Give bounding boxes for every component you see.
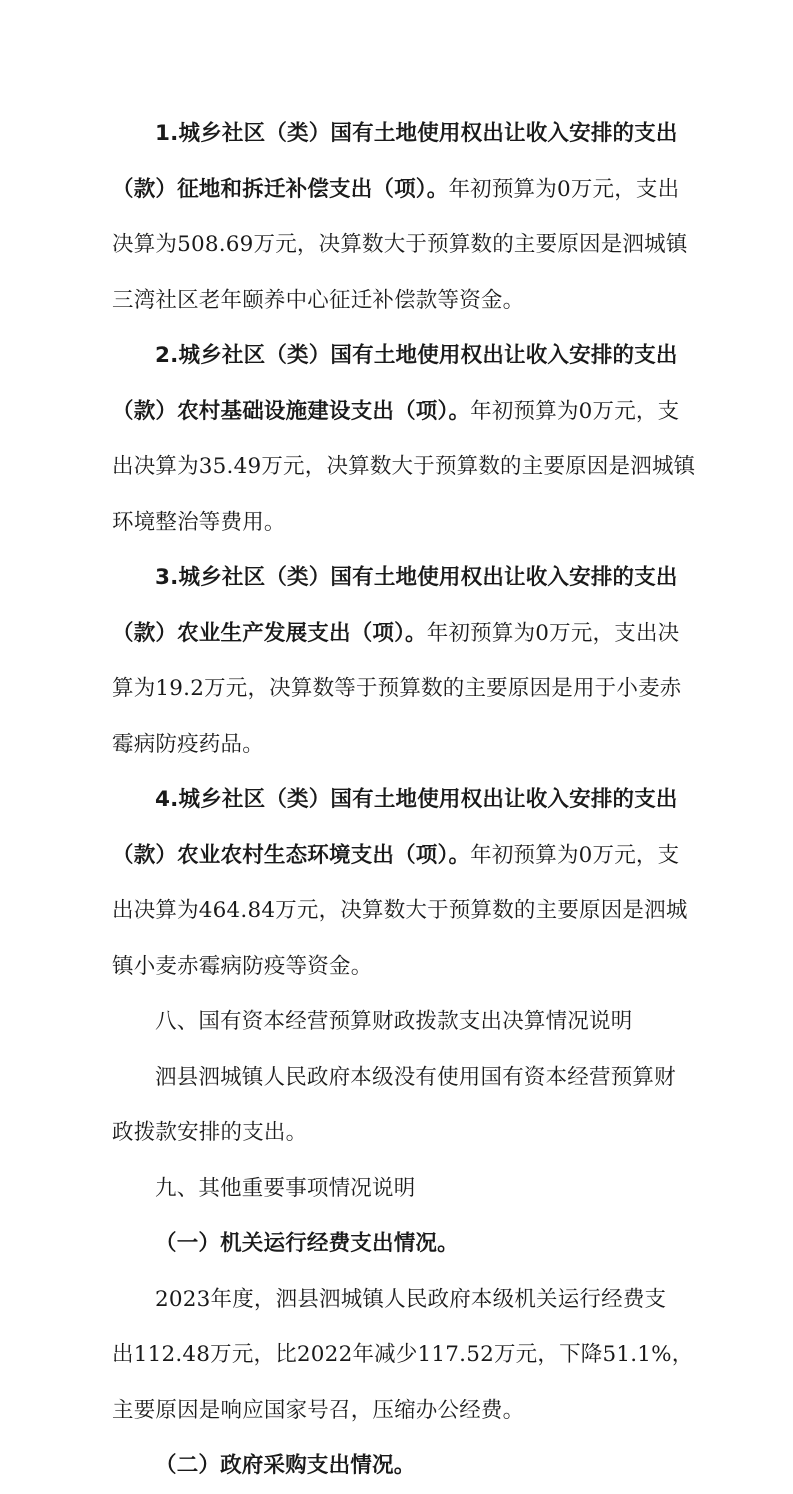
- item-3-text: 年初预算为0万元，支出决: [426, 620, 680, 646]
- section-9-para-line-2: 出112.48万元，比2022年减少117.52万元，下降51.1%，: [112, 1342, 694, 1367]
- section-9-subheading-2: （二）政府采购支出情况。: [155, 1453, 416, 1478]
- item-1-text: 年初预算为0万元，支出: [448, 176, 680, 202]
- item-1-line-2: [112, 162, 690, 218]
- item-2-line-2: [112, 384, 690, 440]
- section-9-para-line-1: 2023年度，泗县泗城镇人民政府本级机关运行经费支: [155, 1286, 667, 1312]
- item-4-line-2: [112, 828, 690, 884]
- item-3-subtitle: （款）农业生产发展支出（项）。: [112, 620, 427, 646]
- section-9-subheading-1: （一）机关运行经费支出情况。: [155, 1231, 459, 1256]
- item-1-subtitle: （款）征地和拆迁补偿支出（项）。: [112, 176, 449, 202]
- section-9-para-line-3: 主要原因是响应国家号召，压缩办公经费。: [112, 1397, 525, 1423]
- item-2-line-4: 环境整治等费用。: [112, 509, 286, 535]
- item-4-text: 年初预算为0万元，支: [470, 842, 680, 868]
- item-3-line-3: 算为19.2万元，决算数等于预算数的主要原因是用于小麦赤: [112, 676, 682, 701]
- item-4-title: 4.城乡社区（类）国有土地使用权出让收入安排的支出: [155, 787, 678, 812]
- section-9-heading: 九、其他重要事项情况说明: [155, 1175, 416, 1201]
- document-page: [112, 106, 696, 1494]
- item-2-line-3: 出决算为35.49万元，决算数大于预算数的主要原因是泗城镇: [112, 454, 696, 479]
- item-1-line-4: 三湾社区老年颐养中心征迁补偿款等资金。: [112, 287, 525, 313]
- item-1-title: 1.城乡社区（类）国有土地使用权出让收入安排的支出: [155, 121, 678, 146]
- item-4-subtitle: （款）农业农村生态环境支出（项）。: [112, 842, 471, 868]
- item-2-title: 2.城乡社区（类）国有土地使用权出让收入安排的支出: [155, 343, 678, 368]
- section-8-para-line-1: 泗县泗城镇人民政府本级没有使用国有资本经营预算财: [155, 1064, 676, 1090]
- item-3-line-2: [112, 606, 690, 662]
- item-3-title: 3.城乡社区（类）国有土地使用权出让收入安排的支出: [155, 565, 678, 590]
- item-1-line-3: 决算为508.69万元，决算数大于预算数的主要原因是泗城镇: [112, 232, 688, 257]
- item-2-subtitle: （款）农村基础设施建设支出（项）。: [112, 398, 471, 424]
- item-2-text: 年初预算为0万元，支: [470, 398, 680, 424]
- item-4-line-3: 出决算为464.84万元，决算数大于预算数的主要原因是泗城: [112, 898, 688, 923]
- item-4-line-4: 镇小麦赤霉病防疫等资金。: [112, 953, 373, 979]
- section-8-heading: 八、国有资本经营预算财政拨款支出决算情况说明: [155, 1009, 633, 1034]
- item-3-line-4: 霉病防疫药品。: [112, 731, 264, 757]
- section-8-para-line-2: 政拨款安排的支出。: [112, 1120, 308, 1145]
